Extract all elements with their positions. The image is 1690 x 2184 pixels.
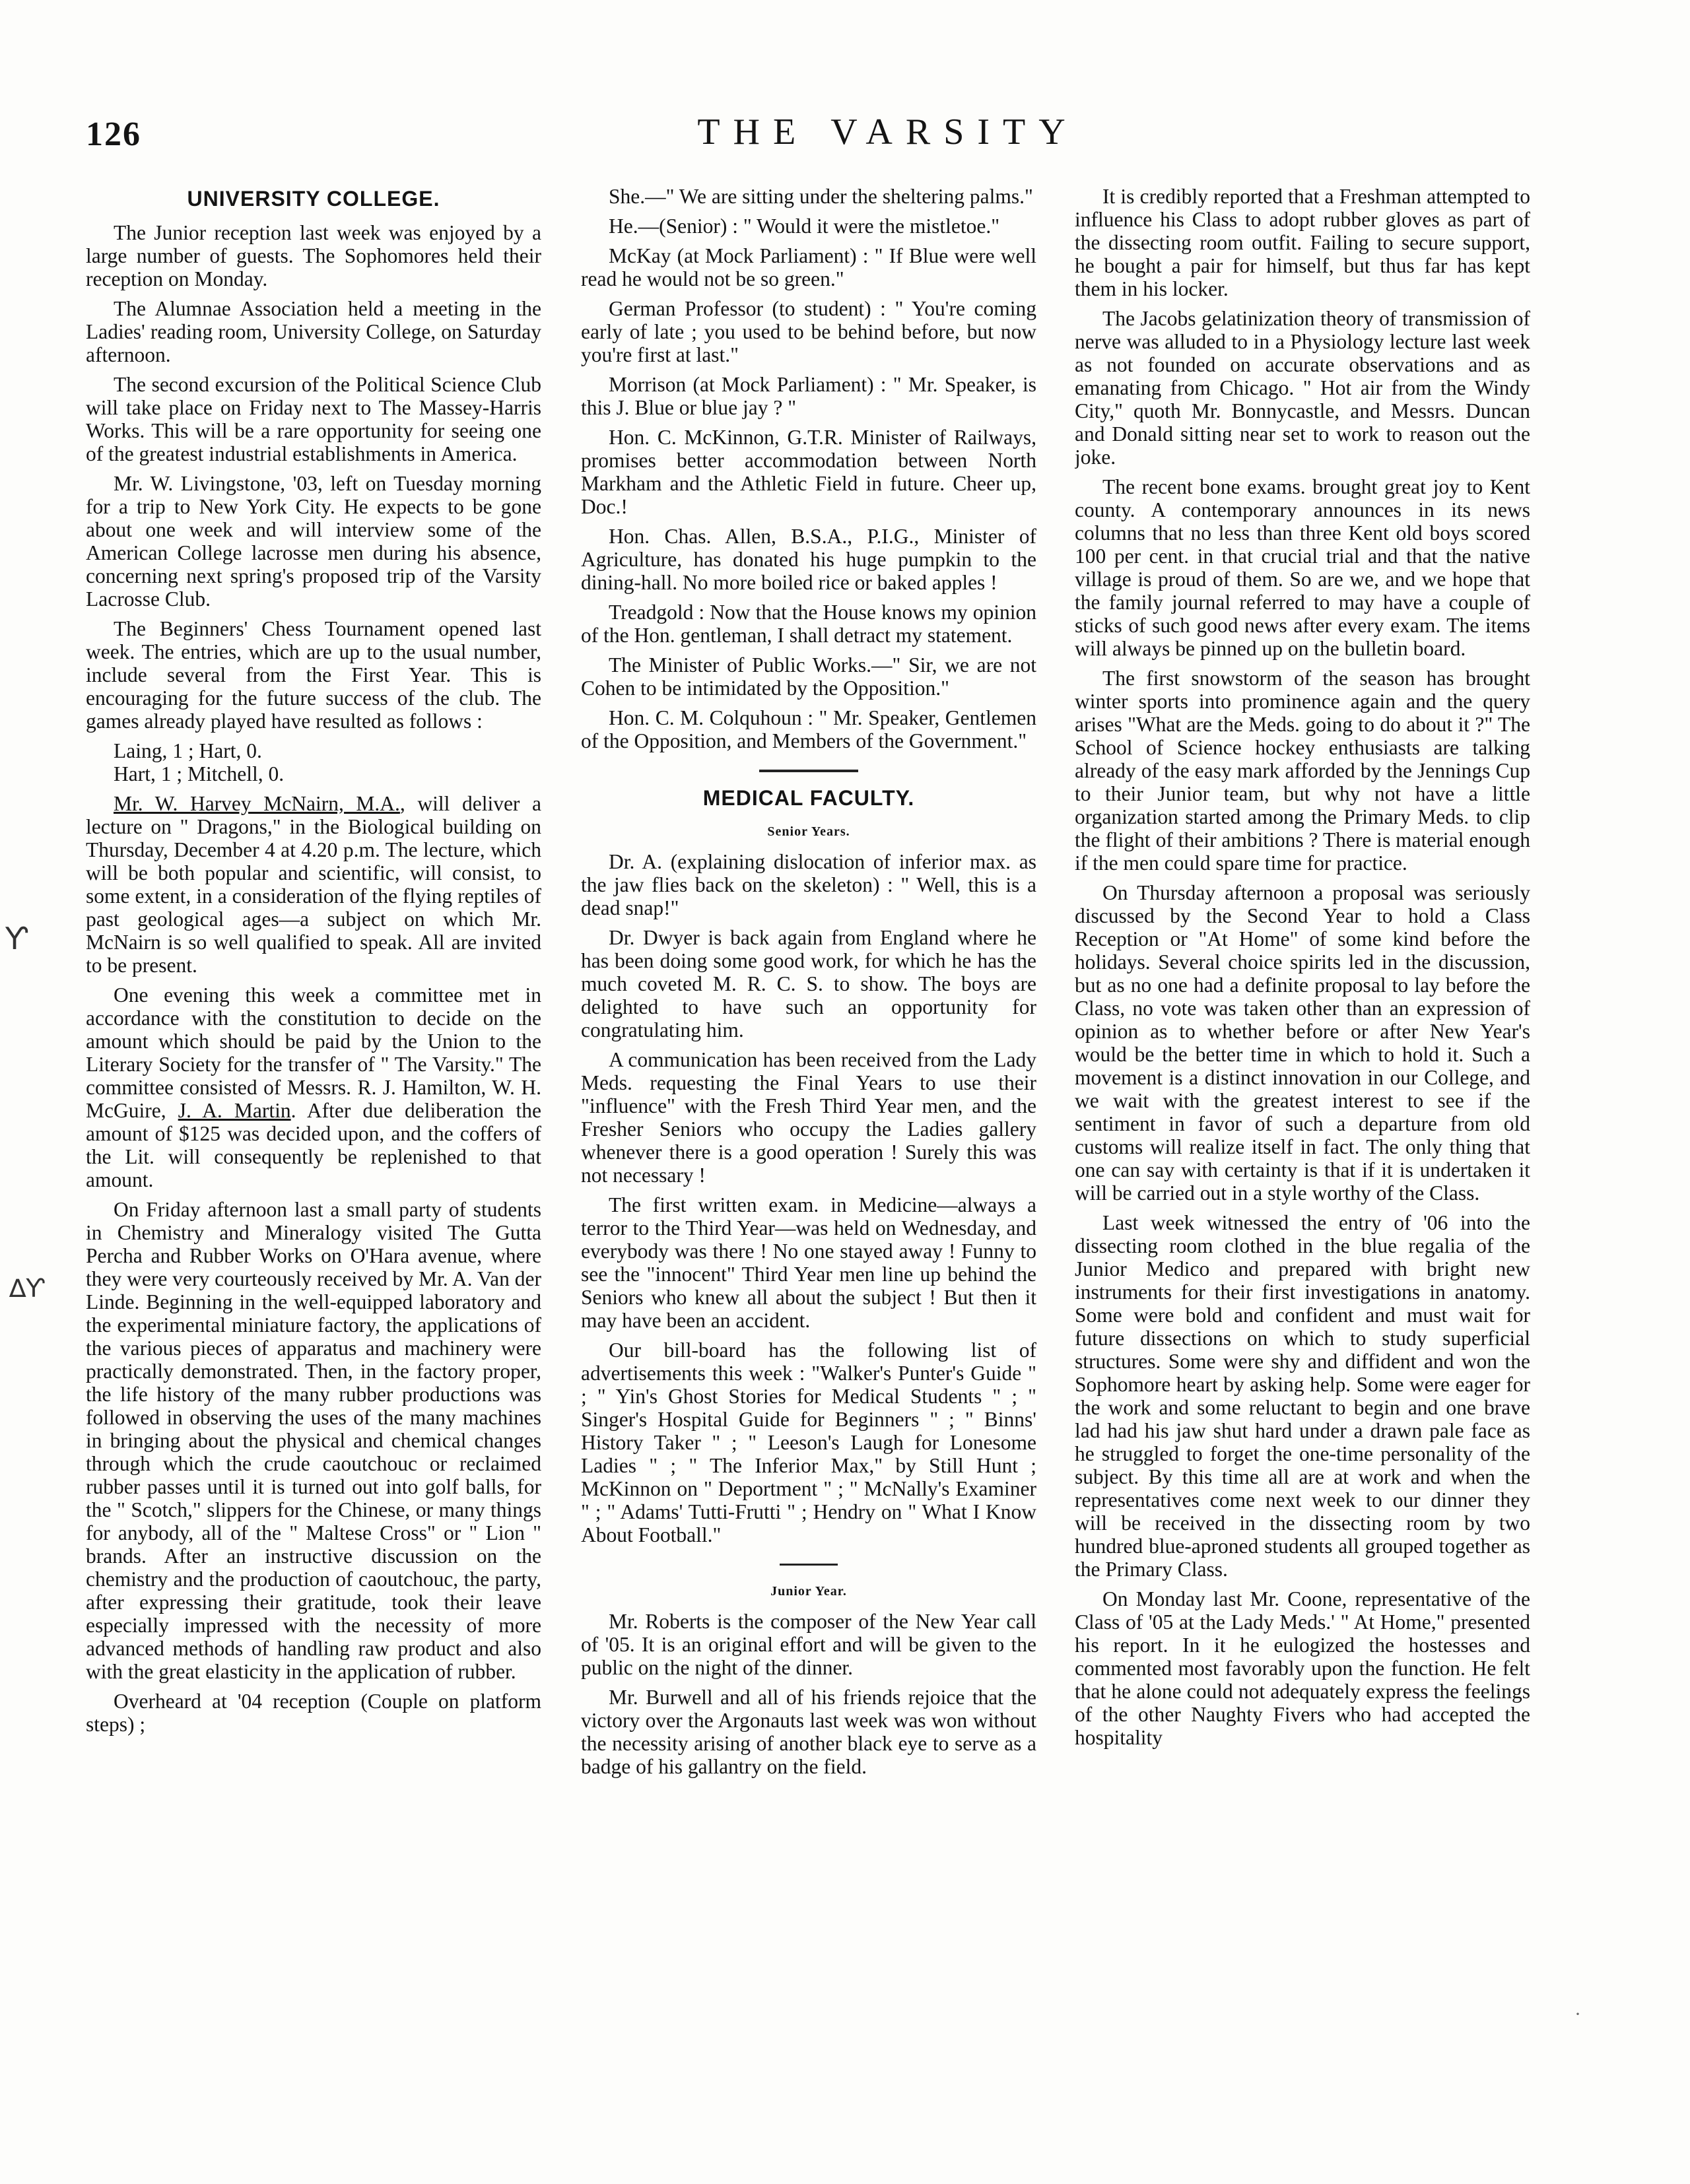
article-paragraph: On Friday afternoon last a small party of students in Chemistry and Mineralogy visited The Gutta Percha and Rubber Works on O'Hara avenue, where they were very courteously received by Mr. A. Van der Linde. Beginning in the well-equipped laboratory and the experimental miniature factory, the applications of the various pieces of apparatus and machinery were practically demonstrated. Then, in the factory proper, the life history of the many rubber productions was followed in observing the uses of the many machines in bringing about the physical and chemical changes through which the crude caoutchouc or reclaimed rubber passes until it is turned out into golf balls, for the " Scotch," slippers for the Chinese, or many things for anybody, all of the " Maltese Cross" or " Lion " brands. After an instructive discussion on the chemistry and the production of caoutchouc, the party, after expressing their gratitude, took their leave especially impressed with the necessity of more advanced methods of handling raw product and also with the great elasticity in the application of rubber. bbox=[86, 1198, 541, 1683]
chess-result-line: Laing, 1 ; Hart, 0. bbox=[114, 739, 262, 762]
article-paragraph: On Monday last Mr. Coone, representative of the Class of '05 at the Lady Meds.' " At Home," presented his report. In it he eulogized the hostesses and commented most favorably upon the function. He felt that he alone could not adequately express the feelings of the other Naughty Fivers who had accepted the hospitality bbox=[1075, 1587, 1530, 1749]
section-divider bbox=[780, 1564, 838, 1566]
paragraph-text: One evening this week a committee met in accordance with the constitution to decide on the amount which should be paid by the Union to the Literary Society for the transfer of " The Varsity." The committee consisted of Messrs. R. J. Hamilton, W. H. McGuire, bbox=[86, 983, 541, 1122]
article-paragraph-mcnairn bbox=[86, 792, 541, 977]
column-right bbox=[1075, 185, 1530, 2158]
subheading-junior-year: Junior Year. bbox=[770, 1584, 847, 1599]
article-paragraph: The first snowstorm of the season has brought winter sports into prominence again and the query arises "What are the Meds. going to do about it ?" The School of Science hockey enthusiasts are talking already of the easy mark afforded by the Jennings Cup to their Junior team, but why not have a little organization started among the Primary Meds. to clip the flight of their ambitions ? There is material enough if the men could spare time for practice. bbox=[1075, 667, 1530, 875]
article-paragraph: Last week witnessed the entry of '06 into the dissecting room clothed in the blue regalia of the Junior Medico and prepared with bright new instruments for their first investigations in anatomy. Some were bold and confident and must wait for future dissections on which to study superficial structures. Some were shy and diffident and won the Sophomore heart by asking help. Some were eager for the work and some reluctant to begin and one brave lad had his jaw shut hard under a drawn pale face as he struggled to forget the one-time personality of the subject. By this time all are at work and when the representatives come next week to our dinner they will be received in the dissecting room by two hundred blue-aproned students all grouped together as the Primary Class. bbox=[1075, 1211, 1530, 1581]
masthead: THE VARSITY bbox=[697, 112, 1079, 152]
article-paragraph: Dr. Dwyer is back again from England where he has been doing some good work, for which he has the much coveted M. R. C. S. to show. The boys are delighted to have such an opportunity for congratulating him. bbox=[581, 926, 1036, 1042]
article-paragraph: On Thursday afternoon a proposal was seriously discussed by the Second Year to hold a Class Reception or "At Home" of some kind before the holidays. Several choice spirits led in the discussion, but as no one had a definite proposal to lay before the Class, no vote was taken other than an expression of opinion as to whether before or after New Year's would be the better time in which to hold it. Such a movement is a distinct innovation in our College, and we wait with the greatest interest to see if the sentiment in favor of such a departure from old customs will realize itself in fact. The only thing that one can say with certainty is that if it is undertaken it will be carried out in a style worthy of the Class. bbox=[1075, 881, 1530, 1205]
article-paragraph: The Beginners' Chess Tournament opened last week. The entries, which are up to the usual number, include several from the First Year. This is encouraging for the future success of the club. The games already played have resulted as follows : bbox=[86, 617, 541, 733]
paragraph-text: , will deliver a lecture on " Dragons," in the Biological building on Thursday, December 4 at 4.20 p.m. The lecture, which will be both popular and scientific, will consist, to some extent, in a consideration of the flying reptiles of past geological ages—a subject on which Mr. McNairn is so well qualified to speak. All are invited to be present. bbox=[86, 792, 541, 977]
underlined-name: Mr. W. Harvey McNairn, M.A. bbox=[114, 792, 400, 815]
article-paragraph: Our bill-board has the following list of advertisements this week : "Walker's Punter's Guide " ; " Yin's Ghost Stories for Medical Students " ; " Singer's Hospital Guide for Beginners " ; " Binns' History Taker " ; " Leeson's Laugh for Lonesome Ladies " ; " The Inferior Max," by Still Hunt ; McKinnon on " Deportment " ; " McNally's Examiner " ; " Adams' Tutti-Frutti " ; Hendry on " What I Know About Football." bbox=[581, 1339, 1036, 1546]
article-paragraph: Hon. Chas. Allen, B.S.A., P.I.G., Minister of Agriculture, has donated his huge pumpkin to the dining-hall. No more boiled rice or baked apples ! bbox=[581, 525, 1036, 594]
article-paragraph: German Professor (to student) : " You're coming early of late ; you used to be behind before, but now you're first at last." bbox=[581, 297, 1036, 366]
page-number: 126 bbox=[86, 116, 141, 153]
article-paragraph: A communication has been received from the Lady Meds. requesting the Final Years to use their "influence" with the Fresh Third Year men, and the Fresher Seniors who occupy the Ladies gallery whenever there is a good operation ! Surely this was not necessary ! bbox=[581, 1048, 1036, 1187]
article-paragraph: The Minister of Public Works.—" Sir, we are not Cohen to be intimidated by the Opposition." bbox=[581, 653, 1036, 700]
article-paragraph: Mr. W. Livingstone, '03, left on Tuesday morning for a trip to New York City. He expects to be gone about one week and will interview some of the American College lacrosse men during his absence, concerning next spring's proposed trip of the Varsity Lacrosse Club. bbox=[86, 472, 541, 611]
article-paragraph: Morrison (at Mock Parliament) : " Mr. Speaker, is this J. Blue or blue jay ? " bbox=[581, 373, 1036, 419]
article-paragraph: He.—(Senior) : " Would it were the mistletoe." bbox=[609, 215, 1000, 238]
margin-pen-mark: ∆Ƴ bbox=[9, 1274, 45, 1303]
page-header bbox=[86, 111, 1079, 164]
article-paragraph: The Junior reception last week was enjoyed by a large number of guests. The Sophomores held their reception on Monday. bbox=[86, 221, 541, 290]
article-paragraph: The first written exam. in Medicine—always a terror to the Third Year—was held on Wednesday, and everybody was there ! No one stayed away ! Funny to see the "innocent" Third Year men line up behind the Seniors who knew all about the subject ! But then it may have been an accident. bbox=[581, 1193, 1036, 1332]
margin-pen-mark: Ƴ bbox=[5, 921, 28, 956]
article-paragraph: She.—" We are sitting under the sheltering palms." bbox=[609, 185, 1033, 208]
article-paragraph: Mr. Burwell and all of his friends rejoice that the victory over the Argonauts last week was won without the necessity arising of another black eye to serve as a badge of his gallantry on the field. bbox=[581, 1686, 1036, 1778]
article-paragraph: It is credibly reported that a Freshman attempted to influence his Class to adopt rubber gloves as part of the dissecting room outfit. Failing to secure support, he bought a pair for himself, but thus far has kept them in his locker. bbox=[1075, 185, 1530, 300]
speck-mark: · bbox=[1574, 2003, 1581, 2025]
paragraph-text: . After due deliberation the amount of $125 was decided upon, and the coffers of the Lit. will consequently be replenished to that amount. bbox=[86, 1099, 541, 1191]
article-paragraph-committee bbox=[86, 983, 541, 1191]
article-paragraph: The Jacobs gelatinization theory of transmission of nerve was alluded to in a Physiology lecture last week as not founded on accurate observations and as emanating from Chicago. " Hot air from the Windy City," quoth Mr. Bonnycastle, and Messrs. Duncan and Donald sitting near set to work to reason out the joke. bbox=[1075, 307, 1530, 469]
article-paragraph: The Alumnae Association held a meeting in the Ladies' reading room, University College, on Saturday afternoon. bbox=[86, 297, 541, 366]
article-paragraph: The second excursion of the Political Science Club will take place on Friday next to The Massey-Harris Works. This will be a rare opportunity for seeing one of the greatest industrial establishments in America. bbox=[86, 373, 541, 465]
article-paragraph: Overheard at '04 reception (Couple on platform steps) ; bbox=[86, 1690, 541, 1736]
column-left bbox=[86, 185, 541, 2158]
article-paragraph: Hon. C. McKinnon, G.T.R. Minister of Railways, promises better accommodation between North Markham and the Athletic Field in future. Cheer up, Doc.! bbox=[581, 426, 1036, 518]
section-heading-university-college: UNIVERSITY COLLEGE. bbox=[187, 187, 440, 211]
article-paragraph: Mr. Roberts is the composer of the New Year call of '05. It is an original effort and will be given to the public on the night of the dinner. bbox=[581, 1610, 1036, 1679]
article-paragraph: Treadgold : Now that the House knows my opinion of the Hon. gentleman, I shall detract my statement. bbox=[581, 601, 1036, 647]
chess-result-line: Hart, 1 ; Mitchell, 0. bbox=[114, 762, 285, 785]
column-middle bbox=[581, 185, 1036, 2158]
subheading-senior-years: Senior Years. bbox=[767, 824, 850, 839]
underlined-name: J. A. Martin bbox=[178, 1099, 291, 1122]
section-divider bbox=[759, 770, 858, 772]
article-paragraph: Dr. A. (explaining dislocation of inferior max. as the jaw flies back on the skeleton) : " Well, this is a dead snap!" bbox=[581, 850, 1036, 919]
chess-results bbox=[86, 739, 541, 785]
section-heading-medical-faculty: MEDICAL FACULTY. bbox=[702, 786, 915, 810]
article-paragraph: McKay (at Mock Parliament) : " If Blue were well read he would not be so green." bbox=[581, 244, 1036, 290]
article-paragraph: The recent bone exams. brought great joy to Kent county. A contemporary announces in its news columns that no less than three Kent old boys scored 100 per cent. in that crucial trial and that the native village is proud of them. So are we, and we hope that the family journal referred to may have a couple of sticks of such good news after every exam. The items will always be pinned up on the bulletin board. bbox=[1075, 475, 1530, 660]
article-paragraph: Hon. C. M. Colquhoun : " Mr. Speaker, Gentlemen of the Opposition, and Members of the Government." bbox=[581, 706, 1036, 752]
